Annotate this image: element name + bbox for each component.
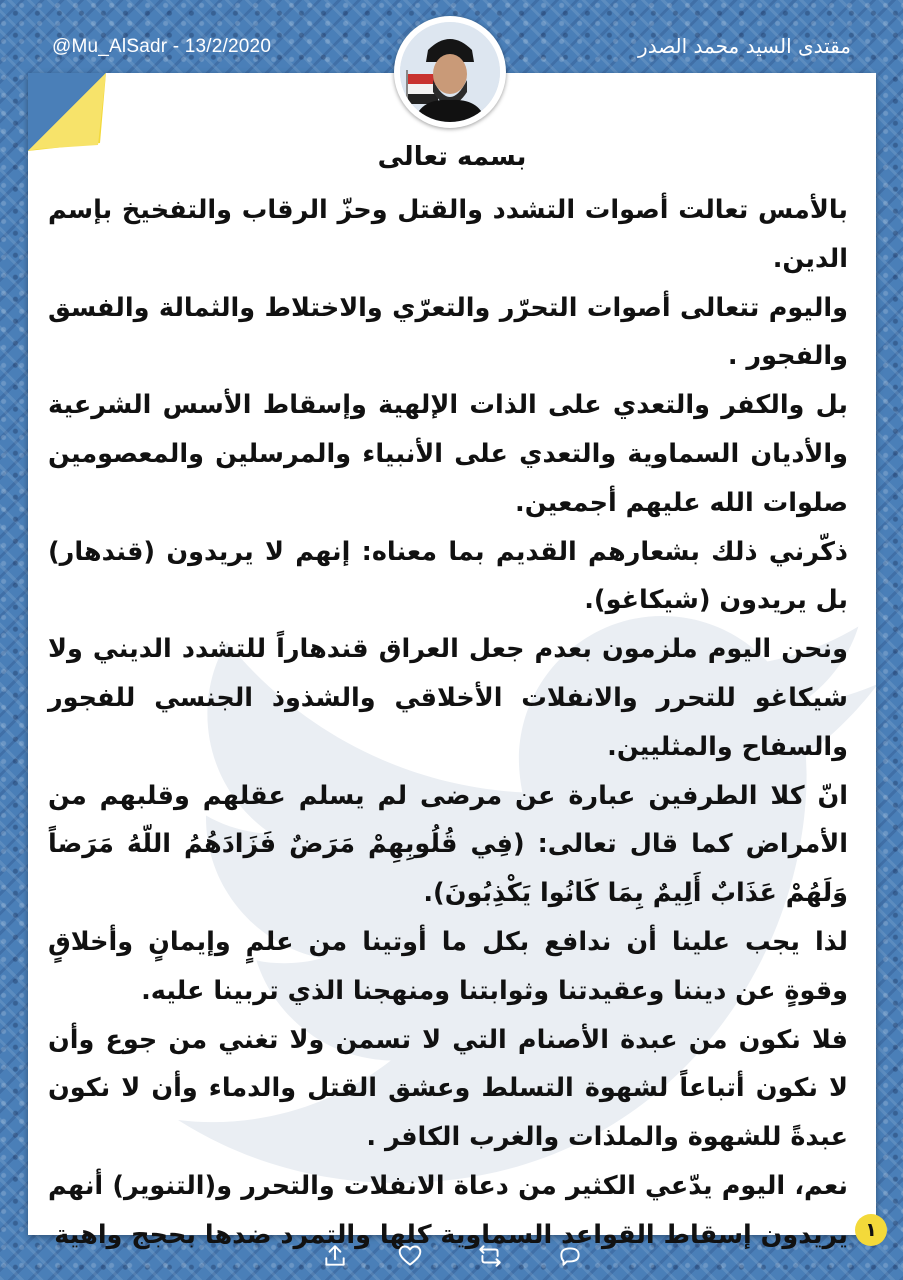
- post-title: بسمه تعالى: [377, 142, 527, 172]
- page-fold-corner: [28, 73, 106, 151]
- retweet-icon[interactable]: [477, 1243, 503, 1269]
- paragraph: ونحن اليوم ملزمون بعدم جعل العراق قندهاراً للتشدد الديني ولا شيكاغو للتحرر والانفلات الأخلاقي والشذوذ الجنسي للفجور والسفاح والمثليين.: [48, 634, 848, 762]
- share-icon[interactable]: [322, 1243, 348, 1269]
- paragraph: بالأمس تعالت أصوات التشدد والقتل وحزّ الرقاب والتفخيخ بإسم الدين.: [48, 195, 848, 274]
- paragraph: انّ كلا الطرفين عبارة عن مرضى لم يسلم عقلهم وقلبهم من الأمراض كما قال تعالى: (فِي قُلُوبِهِمْ مَرَضٌ فَزَادَهُمُ اللّهُ مَرَضاً وَلَهُمْ عَذَابٌ أَلِيمٌ بِمَا كَانُوا يَكْذِبُونَ).: [48, 780, 848, 909]
- paragraph: بل والكفر والتعدي على الذات الإلهية وإسقاط الأسس الشرعية والأديان السماوية والتعدي على الأنبياء والمرسلين والمعصومين صلوات الله عليهم أجمعين.: [48, 390, 848, 518]
- post-body: [48, 186, 848, 1260]
- reply-icon[interactable]: [557, 1243, 583, 1269]
- heart-icon[interactable]: [397, 1243, 423, 1269]
- avatar-photo: [400, 22, 500, 122]
- account-name[interactable]: مقتدى السيد محمد الصدر: [638, 34, 851, 58]
- paragraph: فلا نكون من عبدة الأصنام التي لا تسمن ولا تغني من جوع وأن لا نكون أتباعاً لشهوة التسلط وعشق القتل والدماء وأن لا نكون عبدةً للشهوة والملذات والغرب الكافر .: [48, 1024, 848, 1153]
- handle-date[interactable]: @Mu_AlSadr - 13/2/2020: [52, 36, 272, 57]
- paragraph: ذكّرني ذلك بشعارهم القديم بما معناه: إنهم لا يريدون (قندهار) بل يريدون (شيكاغو).: [48, 536, 848, 616]
- paragraph: واليوم تتعالى أصوات التحرّر والتعرّي والاختلاط والثمالة والفسق والفجور .: [48, 292, 848, 372]
- paragraph: لذا يجب علينا أن ندافع بكل ما أوتينا من علمٍ وإيمانٍ وأخلاقٍ وقوةٍ عن ديننا وعقيدتنا وثوابتنا ومنهجنا الذي تربينا عليه.: [48, 926, 848, 1006]
- avatar[interactable]: [394, 16, 506, 128]
- page-number-badge: ١: [855, 1214, 887, 1246]
- paragraph: نعم، اليوم يدّعي الكثير من دعاة الانفلات والتحرر و(التنوير) أنهم يريدون إسقاط القواعد السماوية كلها والتمرد ضدها بحجج واهية: [48, 1170, 848, 1250]
- action-bar: [0, 1243, 903, 1273]
